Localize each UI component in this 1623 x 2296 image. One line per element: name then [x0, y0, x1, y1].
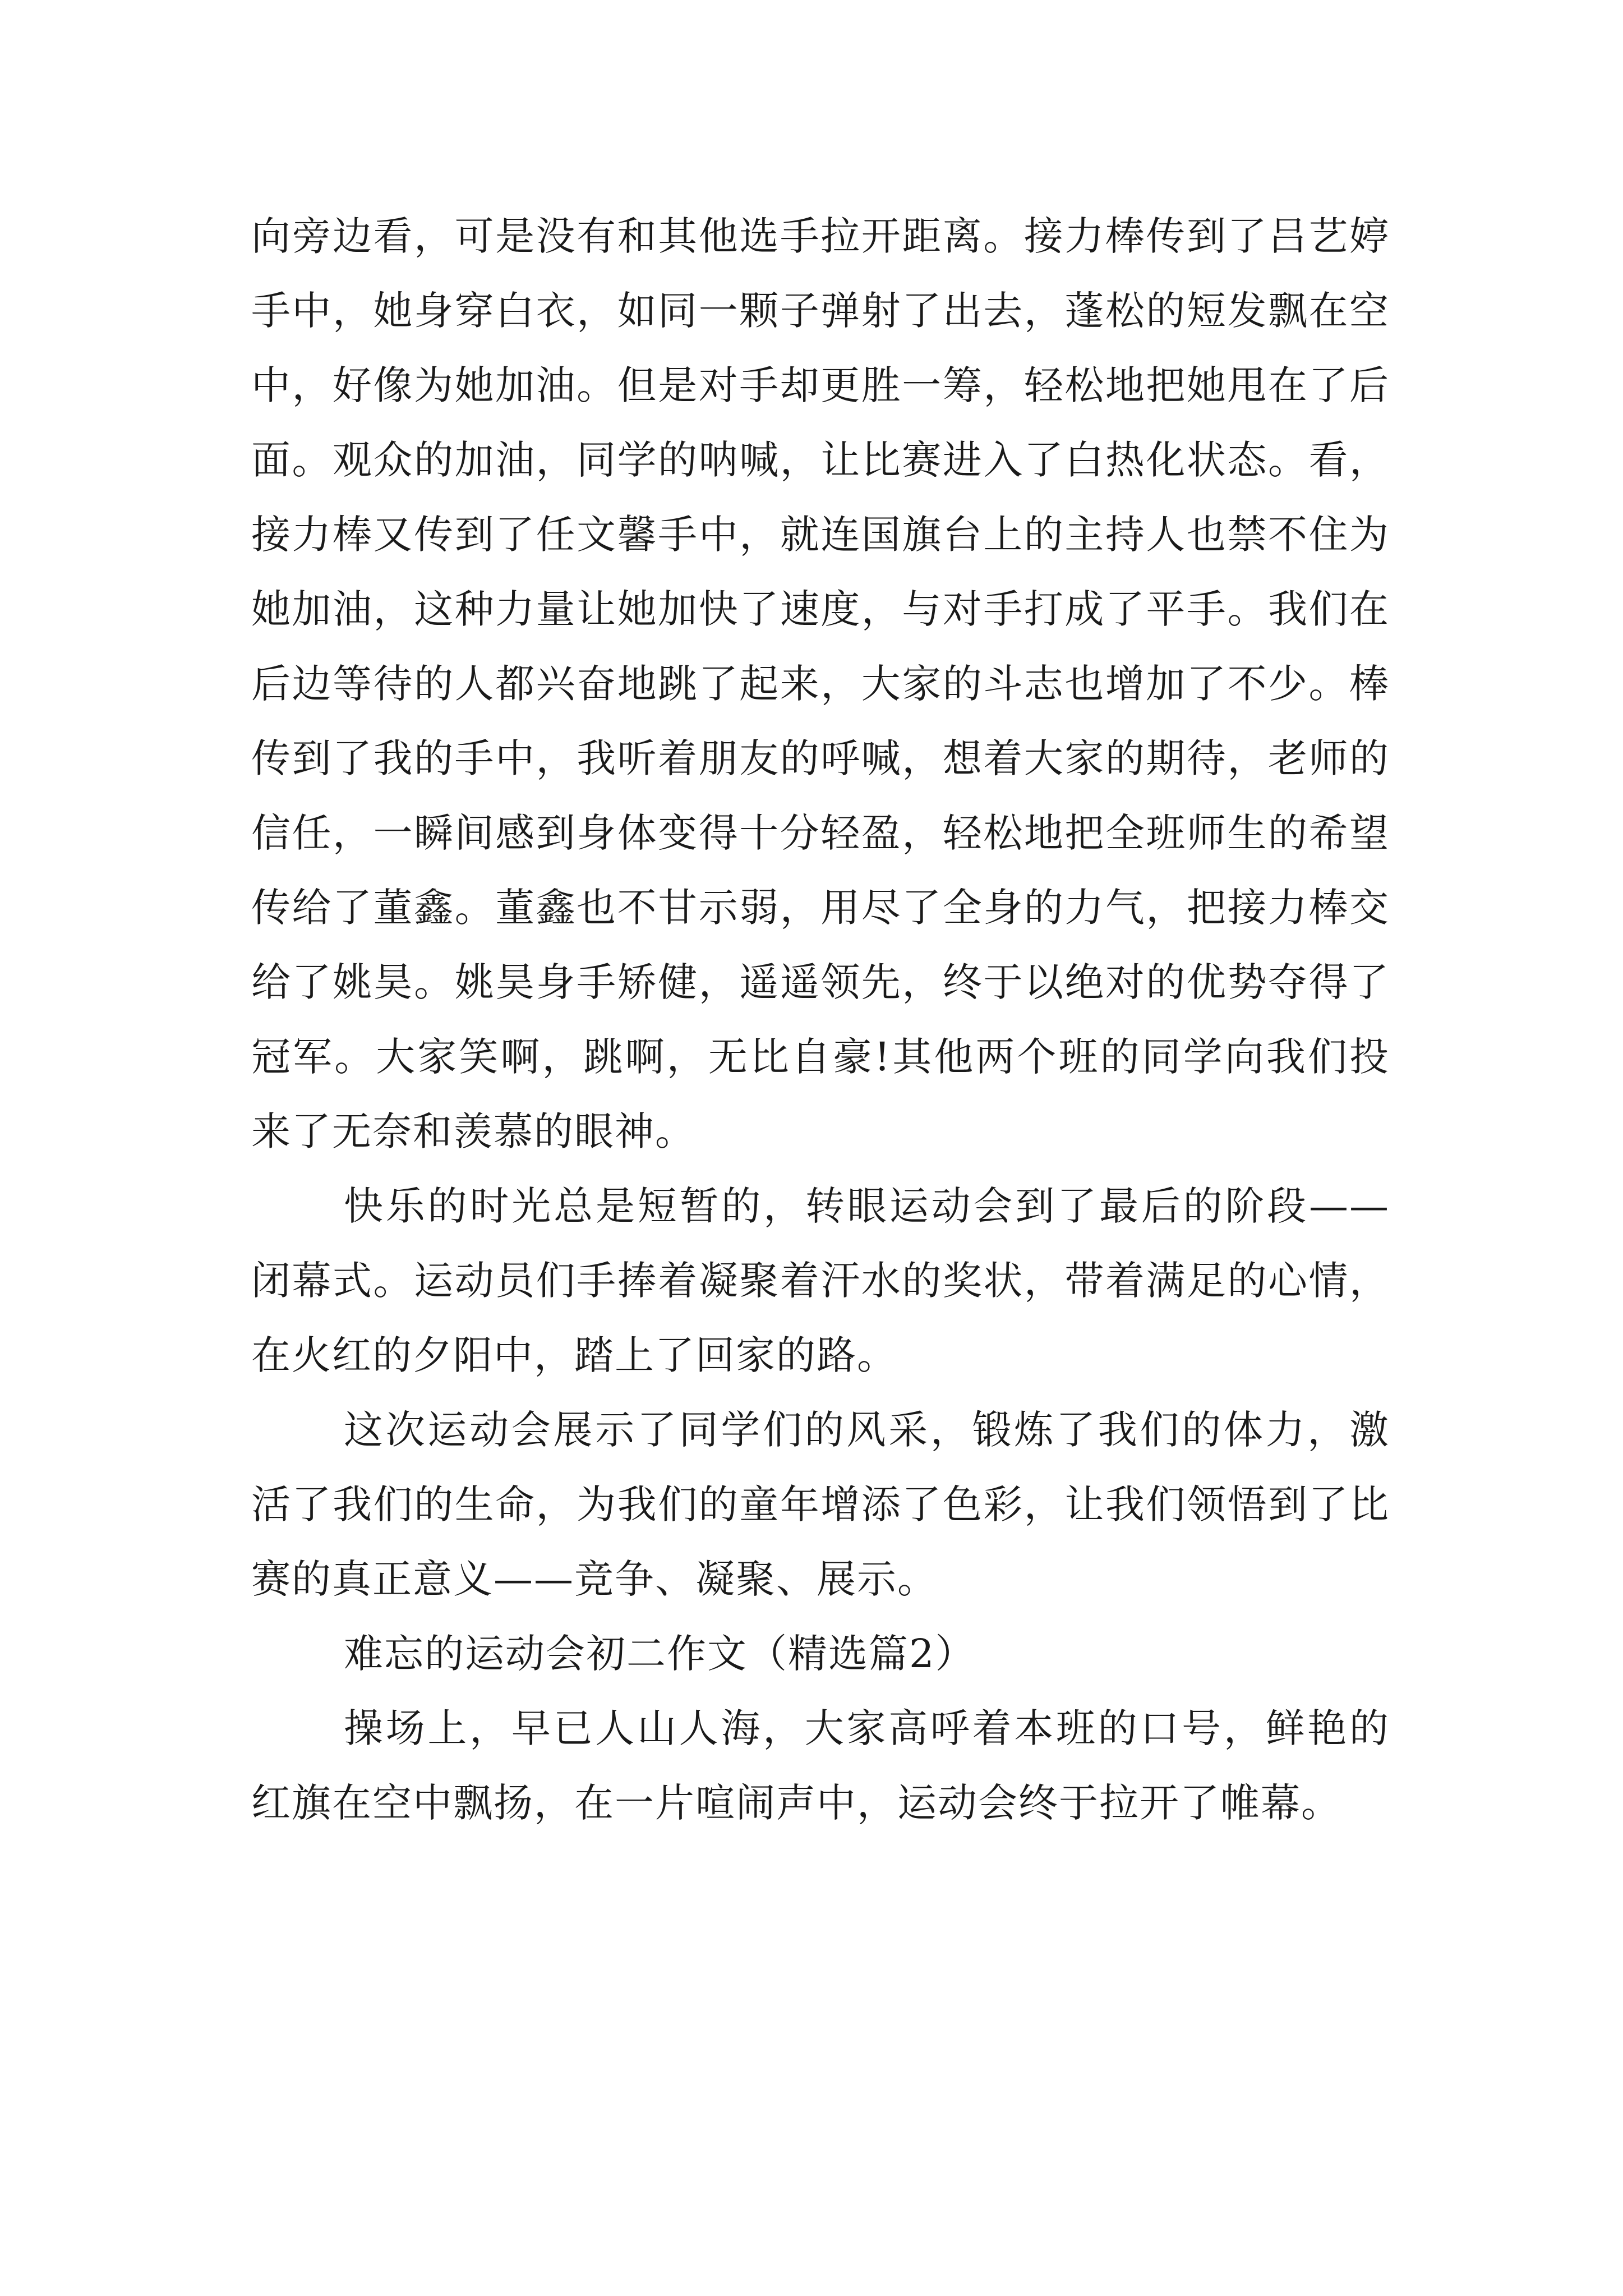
body-paragraph: 快乐的时光总是短暂的，转眼运动会到了最后的阶段——闭幕式。运动员们手捧着凝聚着汗水的奖状，带着满足的心情，在火红的夕阳中，踏上了回家的路。 [251, 1183, 1390, 1378]
body-paragraph: 这次运动会展示了同学们的风采，锻炼了我们的体力，激活了我们的生命，为我们的童年增添了色彩，让我们领悟到了比赛的真正意义——竞争、凝聚、展示。 [251, 1407, 1390, 1602]
body-paragraph: 向旁边看，可是没有和其他选手拉开距离。接力棒传到了吕艺婷手中，她身穿白衣，如同一颗子弹射了出去，蓬松的短发飘在空中，好像为她加油。但是对手却更胜一筹，轻松地把她甩在了后面。观众的加油，同学的呐喊，让比赛进入了白热化状态。看，接力棒又传到了任文馨手中，就连国旗台上的主持人也禁不住为她加油，这种力量让她加快了速度，与对手打成了平手。我们在后边等待的人都兴奋地跳了起来，大家的斗志也增加了不少。棒传到了我的手中，我听着朋友的呼喊，想着大家的期待，老师的信任，一瞬间感到身体变得十分轻盈，轻松地把全班师生的希望传给了董鑫。董鑫也不甘示弱，用尽了全身的力气，把接力棒交给了姚昊。姚昊身手矫健，遥遥领先，终于以绝对的优势夺得了冠军。大家笑啊，跳啊，无比自豪!其他两个班的同学向我们投来了无奈和羡慕的眼神。 [251, 213, 1390, 1154]
body-paragraph: 操场上，早已人山人海，大家高呼着本班的口号，鲜艳的红旗在空中飘扬，在一片喧闹声中，运动会终于拉开了帷幕。 [251, 1705, 1390, 1826]
document-body [251, 199, 1390, 1841]
section-heading: 难忘的运动会初二作文（精选篇2） [344, 1631, 976, 1677]
